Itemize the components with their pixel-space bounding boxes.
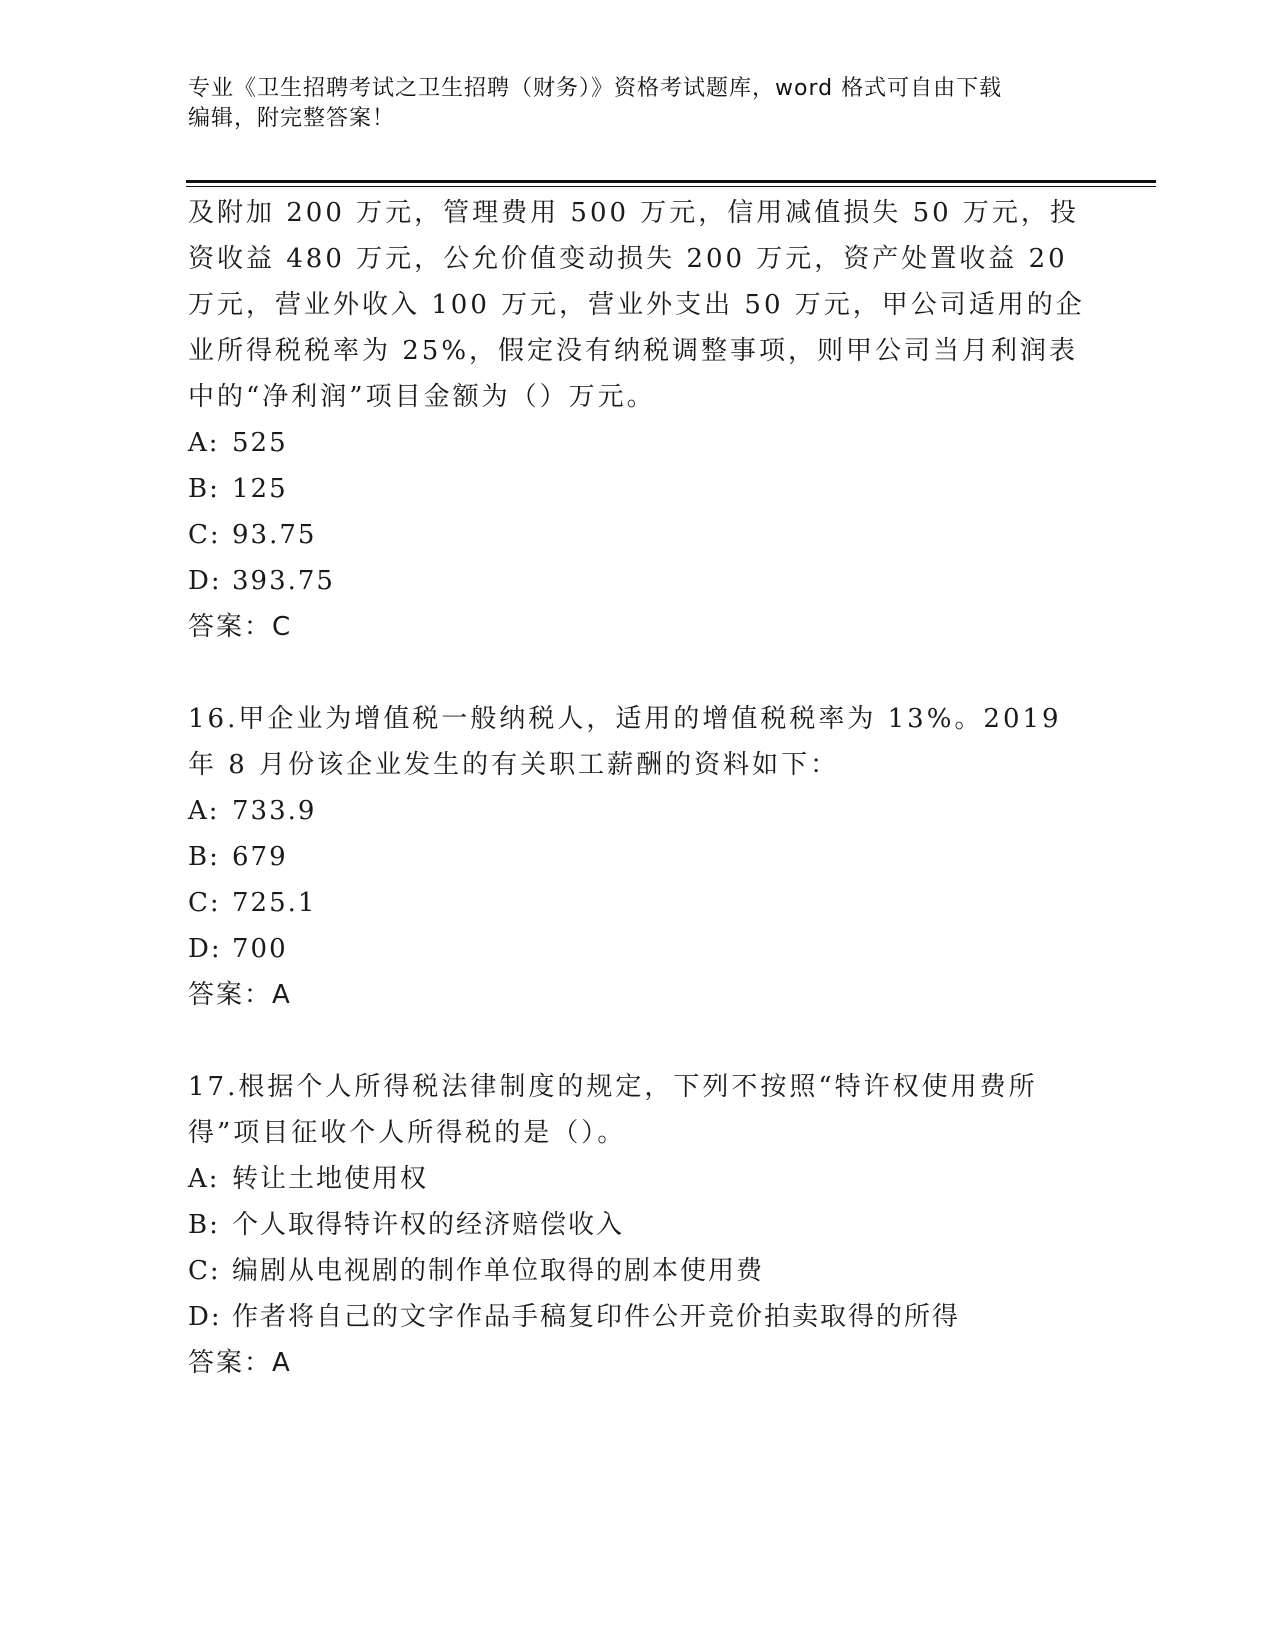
question-15 <box>188 190 1088 650</box>
option-value: 725.1 <box>232 888 317 918</box>
option-label: B: <box>188 1210 220 1240</box>
option-value: 个人取得特许权的经济赔偿收入 <box>232 1210 625 1240</box>
document-header <box>188 74 1068 134</box>
question-16-answer: 答案：A <box>188 980 292 1010</box>
question-15-option-a <box>188 420 1088 466</box>
question-15-text: 及附加 200 万元，管理费用 500 万元，信用减值损失 50 万元，投资收益 480 万元，公允价值变动损失 200 万元，资产处置收益 20 万元，营业外收入 100 万元，营业外支出 50 万元，甲公司适用的企业所得税税率为 25%，假定没有纳税调整事项，则甲公司当月利润表中的“净利润”项目金额为（）万元。 <box>188 198 1085 412</box>
question-17-answer: 答案：A <box>188 1348 292 1378</box>
option-value: 733.9 <box>232 796 317 826</box>
option-value: 700 <box>232 934 288 964</box>
question-17-option-c <box>188 1248 1088 1294</box>
option-value: 93.75 <box>232 520 317 550</box>
header-line-1: 专业《卫生招聘考试之卫生招聘（财务）》资格考试题库，word 格式可自由下载 <box>188 76 1003 101</box>
question-15-option-c <box>188 512 1088 558</box>
option-label: B: <box>188 474 220 504</box>
question-16-option-b <box>188 834 1088 880</box>
question-17-option-a <box>188 1156 1088 1202</box>
question-17-option-b <box>188 1202 1088 1248</box>
question-15-option-b <box>188 466 1088 512</box>
question-15-answer: 答案：C <box>188 612 293 642</box>
header-rule-thick <box>186 180 1156 183</box>
header-line-2: 编辑，附完整答案！ <box>188 106 396 131</box>
option-label: C: <box>188 888 221 918</box>
option-label: D: <box>188 1302 222 1332</box>
question-16 <box>188 696 1088 1018</box>
option-value: 编剧从电视剧的制作单位取得的剧本使用费 <box>232 1256 765 1286</box>
option-label: D: <box>188 934 222 964</box>
option-label: C: <box>188 520 221 550</box>
question-16-option-c <box>188 880 1088 926</box>
spacer <box>188 650 1088 696</box>
question-16-option-a <box>188 788 1088 834</box>
question-17 <box>188 1064 1088 1386</box>
option-value: 作者将自己的文字作品手稿复印件公开竞价拍卖取得的所得 <box>232 1302 961 1332</box>
option-label: A: <box>188 796 220 826</box>
option-label: B: <box>188 842 220 872</box>
option-label: A: <box>188 1164 220 1194</box>
option-label: D: <box>188 566 222 596</box>
question-15-option-d <box>188 558 1088 604</box>
question-17-text: 17.根据个人所得税法律制度的规定，下列不按照“特许权使用费所得”项目征收个人所得税的是（）。 <box>188 1072 1038 1148</box>
option-label: A: <box>188 428 220 458</box>
option-value: 125 <box>232 474 288 504</box>
option-value: 转让土地使用权 <box>232 1164 429 1194</box>
question-16-text: 16.甲企业为增值税一般纳税人，适用的增值税税率为 13%。2019 年 8 月份该企业发生的有关职工薪酬的资料如下： <box>188 704 1062 780</box>
header-rule-thin <box>186 186 1156 187</box>
option-value: 525 <box>232 428 288 458</box>
question-list <box>188 190 1088 1386</box>
question-17-option-d <box>188 1294 1088 1340</box>
question-16-option-d <box>188 926 1088 972</box>
option-value: 393.75 <box>232 566 335 596</box>
option-label: C: <box>188 1256 221 1286</box>
option-value: 679 <box>232 842 288 872</box>
spacer <box>188 1018 1088 1064</box>
